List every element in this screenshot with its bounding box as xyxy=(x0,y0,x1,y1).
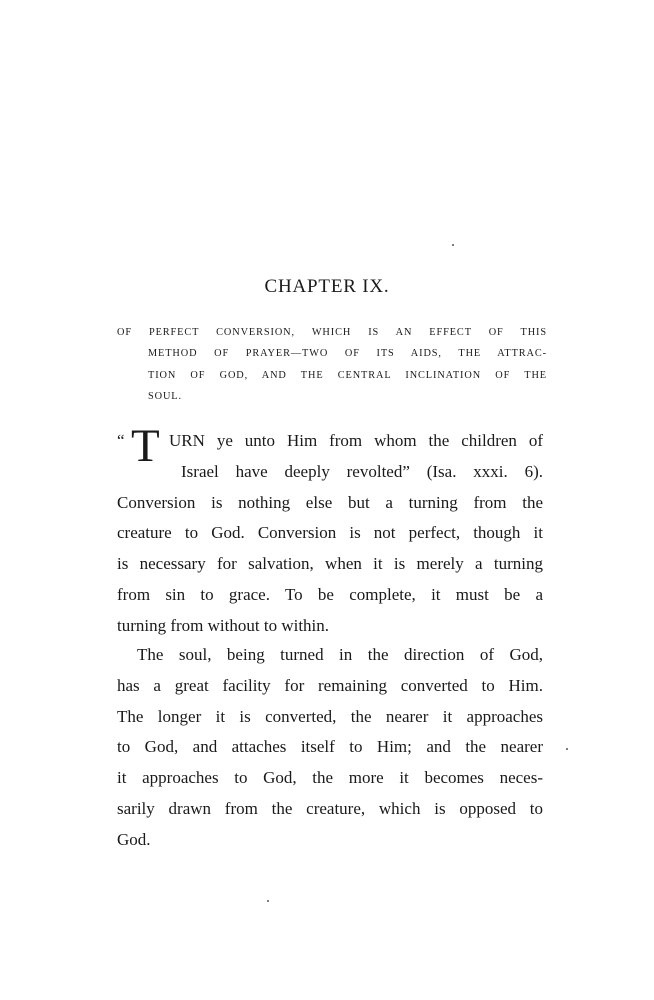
text-line: Conversion is nothing else but a turning from the xyxy=(117,492,543,512)
drop-cap: T xyxy=(131,420,160,472)
summary-line: SOUL. xyxy=(148,390,182,402)
print-speck xyxy=(267,900,269,902)
text-line: sarily drawn from the creature, which is opposed to xyxy=(117,798,543,818)
text-line: Israel have deeply revolted” (Isa. xxxi. 6). xyxy=(181,461,543,481)
opening-quote: “ xyxy=(117,431,125,450)
text-line: God. xyxy=(117,829,151,849)
summary-line: OF PERFECT CONVERSION, WHICH IS AN EFFECT OF THIS xyxy=(117,327,547,338)
text-line: The longer it is converted, the nearer it approaches xyxy=(117,706,543,726)
print-speck xyxy=(452,244,454,246)
print-speck xyxy=(566,748,568,750)
text-line: turning from without to within. xyxy=(117,615,330,635)
text-line: The soul, being turned in the direction of God, xyxy=(137,645,543,664)
text-line: from sin to grace. To be complete, it must be a xyxy=(117,584,543,604)
paragraph-1 xyxy=(117,420,543,642)
text-line: has a great facility for remaining converted to Him. xyxy=(117,675,543,695)
paragraph-2 xyxy=(117,640,543,856)
text-line: to God, and attaches itself to Him; and the nearer xyxy=(117,737,543,757)
text-line: it approaches to God, the more it becomes neces- xyxy=(117,768,543,788)
chapter-summary xyxy=(117,322,547,407)
chapter-title: CHAPTER IX. xyxy=(264,276,390,297)
summary-line: TION OF GOD, AND THE CENTRAL INCLINATION OF THE xyxy=(148,369,547,381)
summary-line: METHOD OF PRAYER—TWO OF ITS AIDS, THE ATTRAC- xyxy=(148,348,547,360)
text-line: is necessary for salvation, when it is merely a turning xyxy=(117,554,543,574)
text-line: creature to God. Conversion is not perfect, though it xyxy=(117,523,543,543)
first-line-text: URN ye unto Him from whom the children of xyxy=(169,431,543,450)
